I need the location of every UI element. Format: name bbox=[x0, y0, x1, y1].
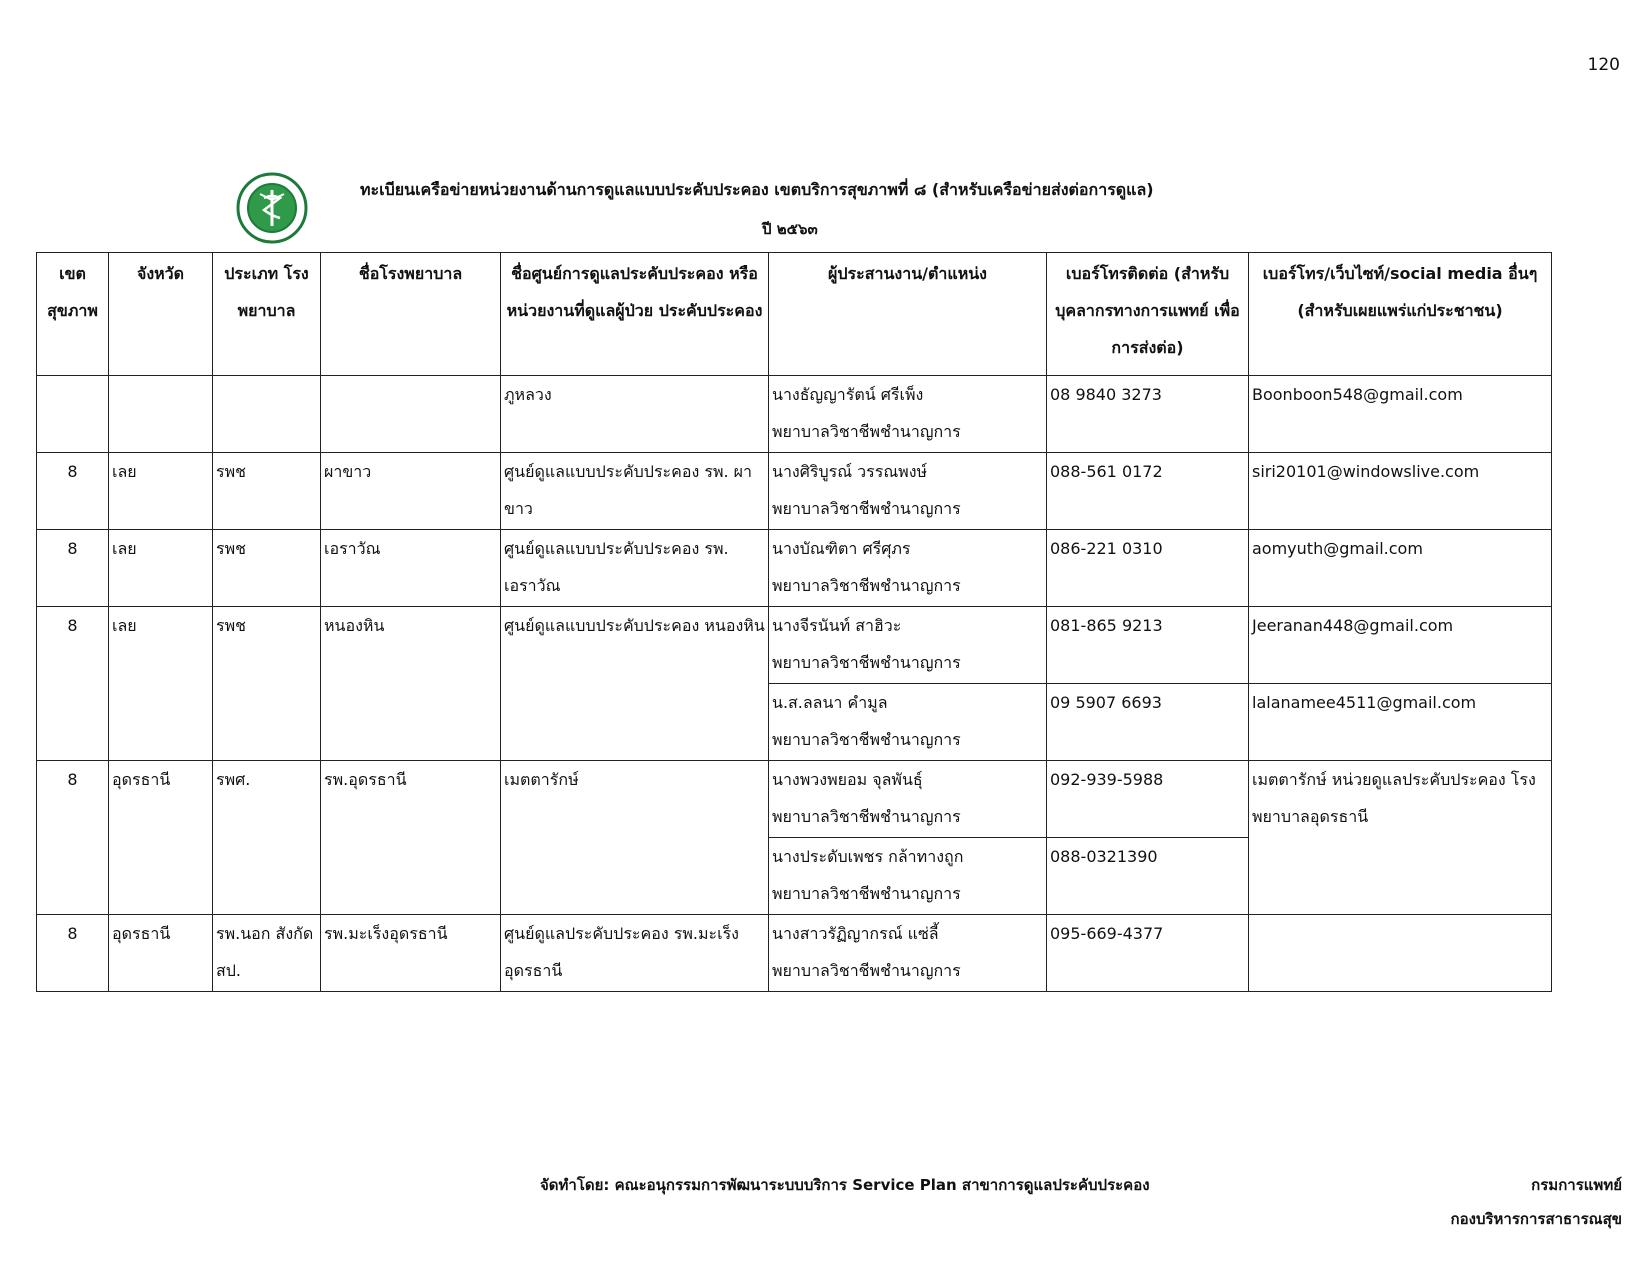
cell-type: รพช bbox=[213, 530, 321, 607]
footer-credit: จัดทำโดย: คณะอนุกรรมการพัฒนาระบบบริการ Service Plan สาขาการดูแลประคับประคอง bbox=[540, 1176, 1150, 1194]
cell-phone: 092-939-5988 bbox=[1047, 761, 1249, 838]
cell-coordinator bbox=[769, 838, 1047, 915]
header-province: จังหวัด bbox=[109, 253, 213, 376]
cell-hospital: รพ.อุดรธานี bbox=[321, 761, 501, 915]
coordinator-name: นางพวงพยอม จุลพันธุ์ bbox=[772, 770, 923, 789]
cell-social: เมตตารักษ์ หน่วยดูแลประคับประคอง โรงพยาบาลอุดรธานี bbox=[1249, 761, 1552, 915]
coordinator-name: นางสาวรัฏิญากรณ์ แซ่ลี้ bbox=[772, 924, 939, 943]
coordinator-position: พยาบาลวิชาชีพชำนาญการ bbox=[772, 807, 961, 826]
cell-type bbox=[213, 376, 321, 453]
table-row bbox=[37, 453, 1552, 530]
cell-type: รพ.นอก สังกัดสป. bbox=[213, 915, 321, 992]
cell-phone: 081-865 9213 bbox=[1047, 607, 1249, 684]
table-row bbox=[37, 530, 1552, 607]
cell-center: ศูนย์ดูแลประคับประคอง รพ.มะเร็ง อุดรธานี bbox=[501, 915, 769, 992]
cell-social: Boonboon548@gmail.com bbox=[1249, 376, 1552, 453]
cell-coordinator bbox=[769, 761, 1047, 838]
cell-social: Jeeranan448@gmail.com bbox=[1249, 607, 1552, 684]
footer-division: กองบริหารการสาธารณสุข bbox=[1450, 1210, 1622, 1228]
cell-coordinator bbox=[769, 530, 1047, 607]
cell-zone bbox=[37, 376, 109, 453]
coordinator-position: พยาบาลวิชาชีพชำนาญการ bbox=[772, 961, 961, 980]
coordinator-name: นางบัณฑิตา ศรีศุภร bbox=[772, 539, 911, 558]
cell-phone: 086-221 0310 bbox=[1047, 530, 1249, 607]
cell-province: อุดรธานี bbox=[109, 915, 213, 992]
page-number: 120 bbox=[1587, 55, 1620, 75]
cell-type: รพช bbox=[213, 453, 321, 530]
cell-center: เมตตารักษ์ bbox=[501, 761, 769, 915]
header-coordinator: ผู้ประสานงาน/ตำแหน่ง bbox=[769, 253, 1047, 376]
coordinator-name: นางจีรนันท์ สาฮิวะ bbox=[772, 616, 902, 635]
coordinator-position: พยาบาลวิชาชีพชำนาญการ bbox=[772, 884, 961, 903]
cell-province: เลย bbox=[109, 607, 213, 761]
footer-department: กรมการแพทย์ bbox=[1531, 1176, 1622, 1194]
header-hospital-name: ชื่อโรงพยาบาล bbox=[321, 253, 501, 376]
registry-table bbox=[36, 252, 1552, 992]
cell-hospital: ผาขาว bbox=[321, 453, 501, 530]
cell-province: เลย bbox=[109, 530, 213, 607]
cell-center: ศูนย์ดูแลแบบประคับประคอง รพ. เอราวัณ bbox=[501, 530, 769, 607]
cell-province: อุดรธานี bbox=[109, 761, 213, 915]
cell-type: รพศ. bbox=[213, 761, 321, 915]
cell-hospital: รพ.มะเร็งอุดรธานี bbox=[321, 915, 501, 992]
header-hospital-type: ประเภท โรงพยาบาล bbox=[213, 253, 321, 376]
document-title: ทะเบียนเครือข่ายหน่วยงานด้านการดูแลแบบประคับประคอง เขตบริการสุขภาพที่ ๘ (สำหรับเครือข่ายส่งต่อการดูแล) bbox=[360, 180, 1154, 199]
cell-zone: 8 bbox=[37, 607, 109, 761]
table-row bbox=[37, 761, 1552, 838]
coordinator-position: พยาบาลวิชาชีพชำนาญการ bbox=[772, 499, 961, 518]
cell-social: siri20101@windowslive.com bbox=[1249, 453, 1552, 530]
cell-zone: 8 bbox=[37, 453, 109, 530]
coordinator-position: พยาบาลวิชาชีพชำนาญการ bbox=[772, 422, 961, 441]
cell-zone: 8 bbox=[37, 761, 109, 915]
cell-type: รพช bbox=[213, 607, 321, 761]
cell-social bbox=[1249, 915, 1552, 992]
cell-social: lalanamee4511@gmail.com bbox=[1249, 684, 1552, 761]
header-staff-phone: เบอร์โทรติดต่อ (สำหรับ บุคลากรทางการแพทย์ เพื่อการส่งต่อ) bbox=[1047, 253, 1249, 376]
cell-social: aomyuth@gmail.com bbox=[1249, 530, 1552, 607]
table-row bbox=[37, 376, 1552, 453]
cell-phone: 08 9840 3273 bbox=[1047, 376, 1249, 453]
cell-phone: 09 5907 6693 bbox=[1047, 684, 1249, 761]
table-header-row bbox=[37, 253, 1552, 376]
cell-phone: 088-561 0172 bbox=[1047, 453, 1249, 530]
cell-coordinator bbox=[769, 453, 1047, 530]
header-center-name: ชื่อศูนย์การดูแลประคับประคอง หรือ หน่วยงานที่ดูแลผู้ป่วย ประคับประคอง bbox=[501, 253, 769, 376]
cell-hospital: หนองหิน bbox=[321, 607, 501, 761]
coordinator-name: น.ส.ลลนา คำมูล bbox=[772, 693, 888, 712]
cell-province bbox=[109, 376, 213, 453]
cell-coordinator bbox=[769, 915, 1047, 992]
cell-province: เลย bbox=[109, 453, 213, 530]
cell-phone: 088-0321390 bbox=[1047, 838, 1249, 915]
table-row bbox=[37, 607, 1552, 684]
cell-zone: 8 bbox=[37, 530, 109, 607]
cell-center: ภูหลวง bbox=[501, 376, 769, 453]
cell-hospital bbox=[321, 376, 501, 453]
cell-phone: 095-669-4377 bbox=[1047, 915, 1249, 992]
header-public-contact: เบอร์โทร/เว็บไซท์/social media อื่นๆ (สำหรับเผยแพร่แก่ประชาชน) bbox=[1249, 253, 1552, 376]
cell-hospital: เอราวัณ bbox=[321, 530, 501, 607]
document-year: ปี ๒๕๖๓ bbox=[762, 220, 818, 238]
cell-coordinator bbox=[769, 376, 1047, 453]
header-zone: เขต สุขภาพ bbox=[37, 253, 109, 376]
coordinator-position: พยาบาลวิชาชีพชำนาญการ bbox=[772, 653, 961, 672]
cell-center: ศูนย์ดูแลแบบประคับประคอง หนองหิน bbox=[501, 607, 769, 761]
coordinator-position: พยาบาลวิชาชีพชำนาญการ bbox=[772, 730, 961, 749]
table-row bbox=[37, 915, 1552, 992]
coordinator-position: พยาบาลวิชาชีพชำนาญการ bbox=[772, 576, 961, 595]
ministry-seal-logo bbox=[236, 172, 308, 244]
coordinator-name: นางธัญญารัตน์ ศรีเพ็ง bbox=[772, 385, 924, 404]
cell-coordinator bbox=[769, 684, 1047, 761]
coordinator-name: นางประดับเพชร กล้าทางถูก bbox=[772, 847, 964, 866]
cell-coordinator bbox=[769, 607, 1047, 684]
cell-zone: 8 bbox=[37, 915, 109, 992]
cell-center: ศูนย์ดูแลแบบประคับประคอง รพ. ผาขาว bbox=[501, 453, 769, 530]
coordinator-name: นางศิริบูรณ์ วรรณพงษ์ bbox=[772, 462, 928, 481]
